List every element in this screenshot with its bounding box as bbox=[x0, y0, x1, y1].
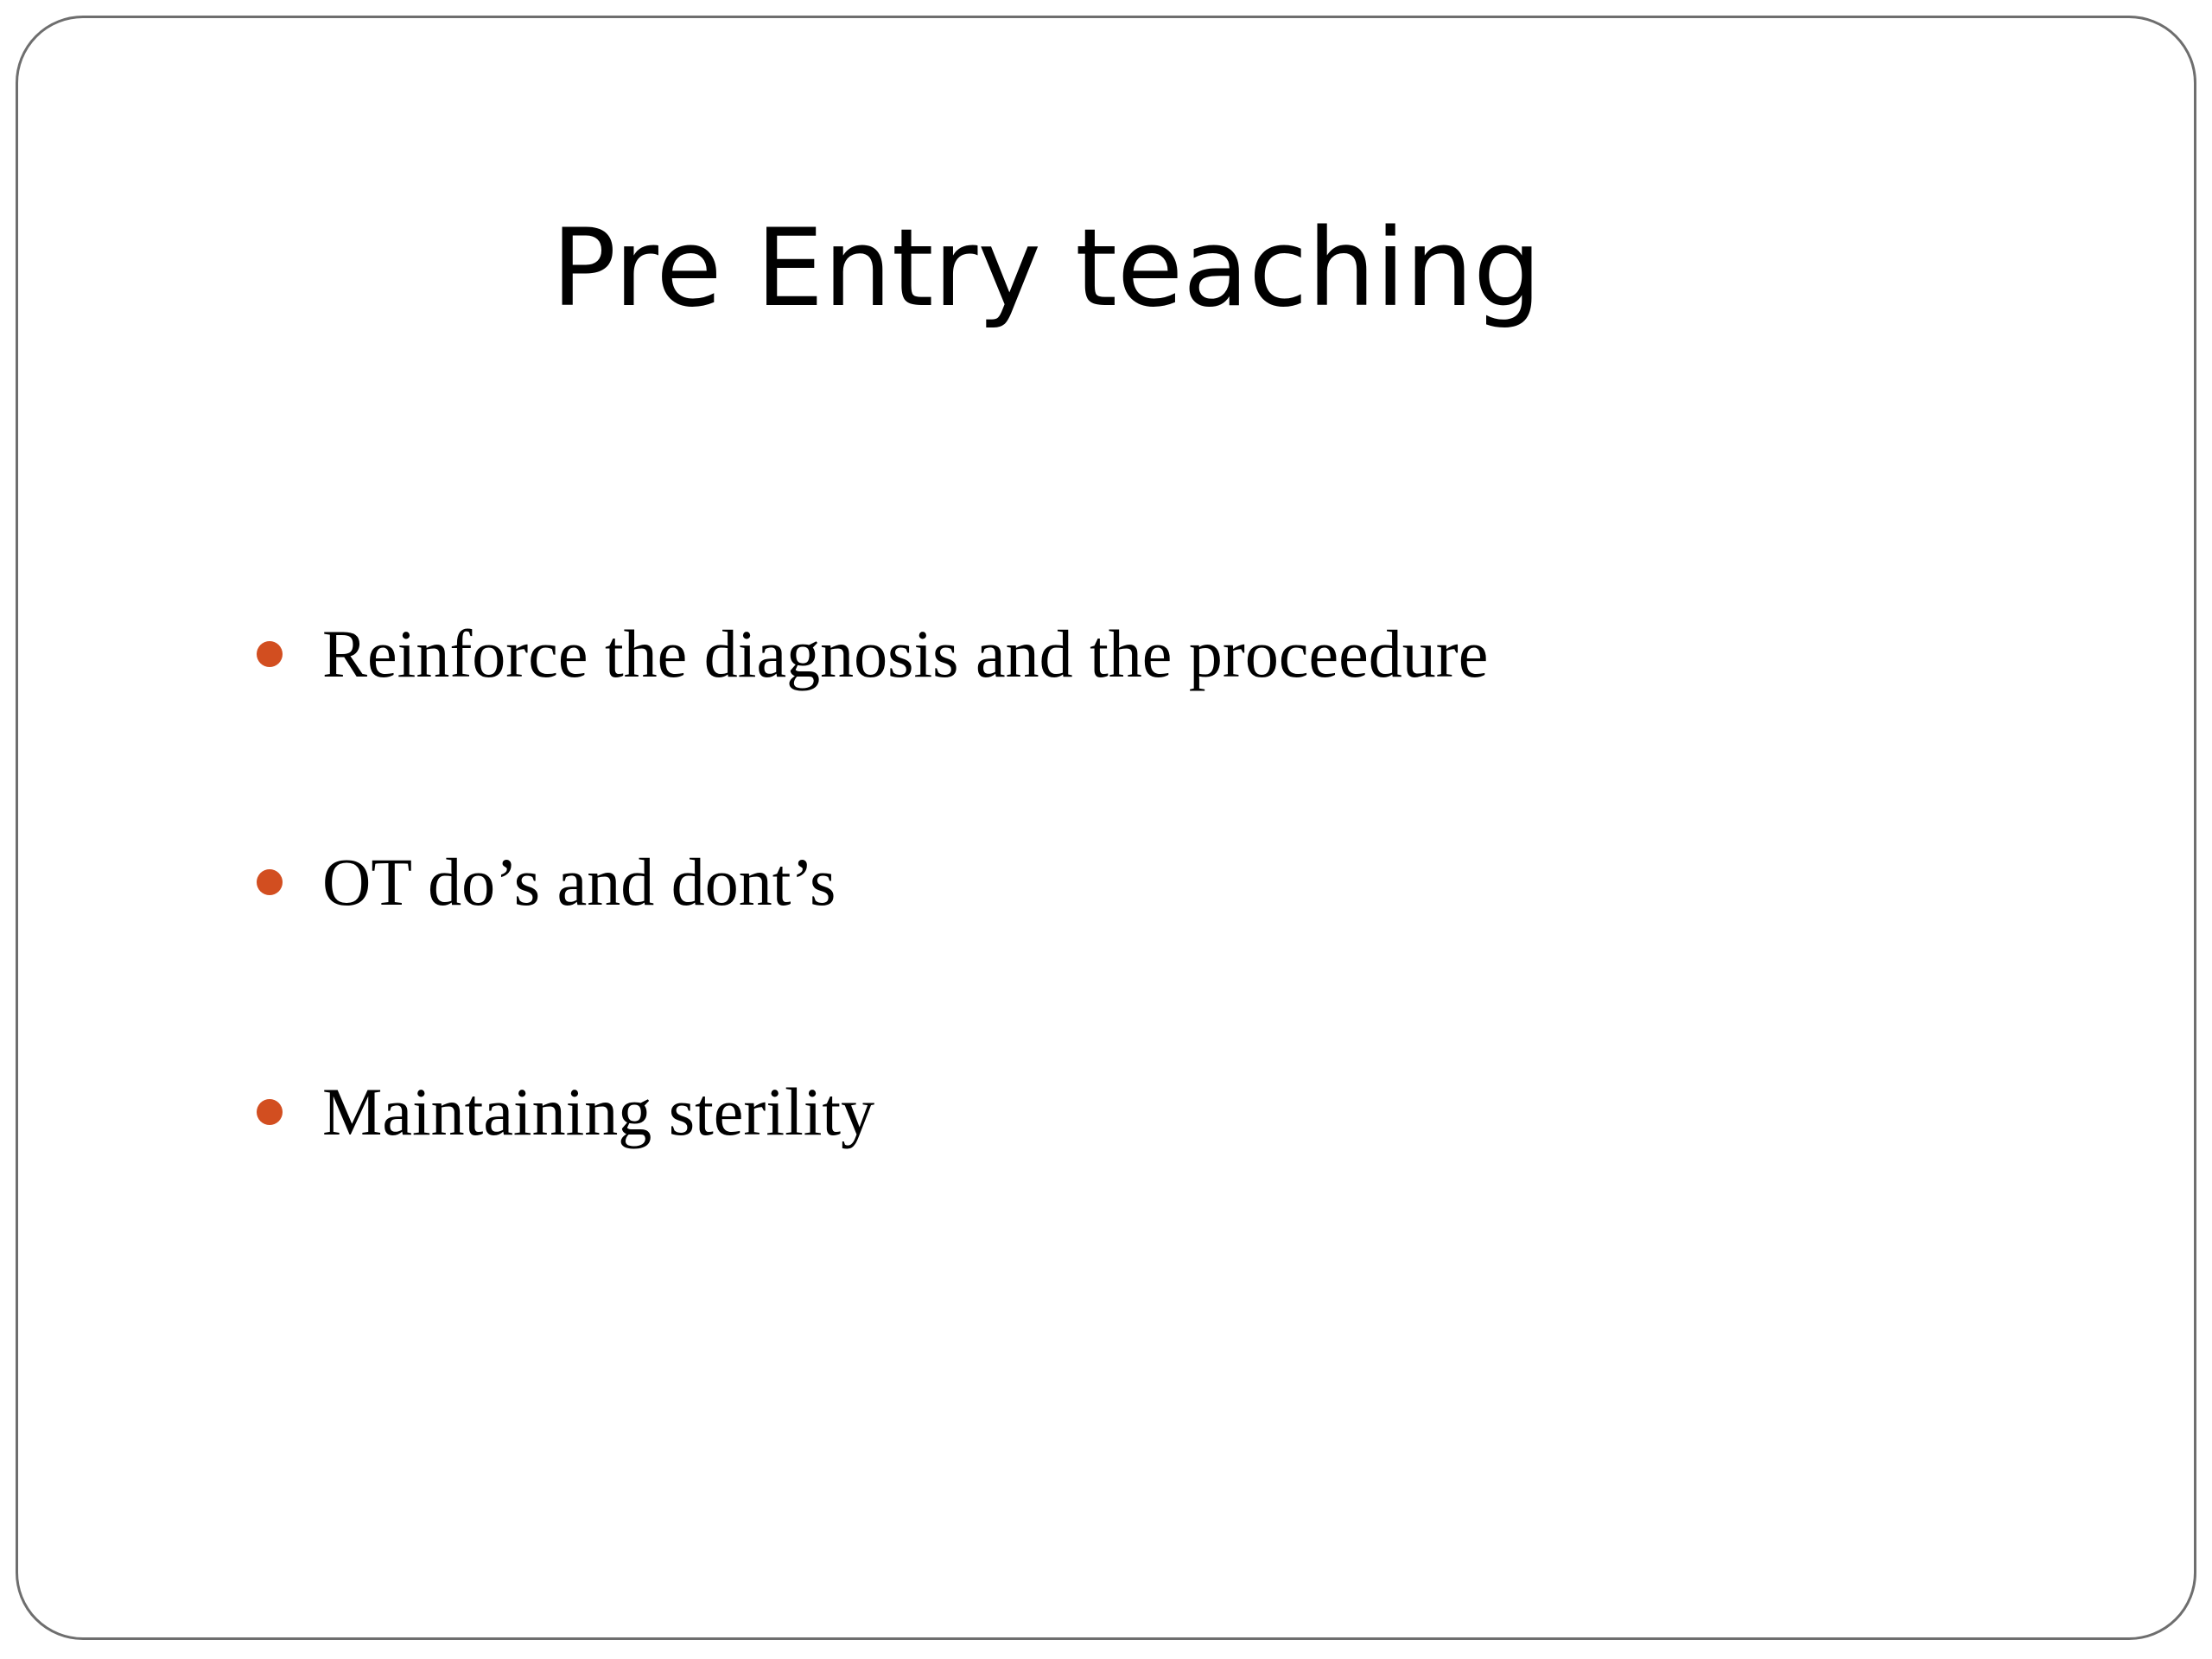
bullet-item-reinforce bbox=[257, 602, 1488, 706]
bullet-text: Reinforce the diagnosis and the proceedure bbox=[322, 616, 1489, 691]
bullet-dot-icon bbox=[257, 641, 283, 667]
bullet-text: OT do’s and dont’s bbox=[322, 844, 836, 919]
slide-frame bbox=[16, 16, 2196, 1640]
bullet-item-ot-dos-donts bbox=[257, 830, 836, 934]
slide-title: Pre Entry teaching bbox=[551, 207, 1541, 331]
bullet-dot-icon bbox=[257, 1099, 283, 1125]
bullet-item-sterility bbox=[257, 1060, 874, 1164]
bullet-text: Maintaining sterility bbox=[322, 1074, 875, 1149]
bullet-dot-icon bbox=[257, 869, 283, 895]
bullet-list bbox=[18, 18, 2194, 1637]
